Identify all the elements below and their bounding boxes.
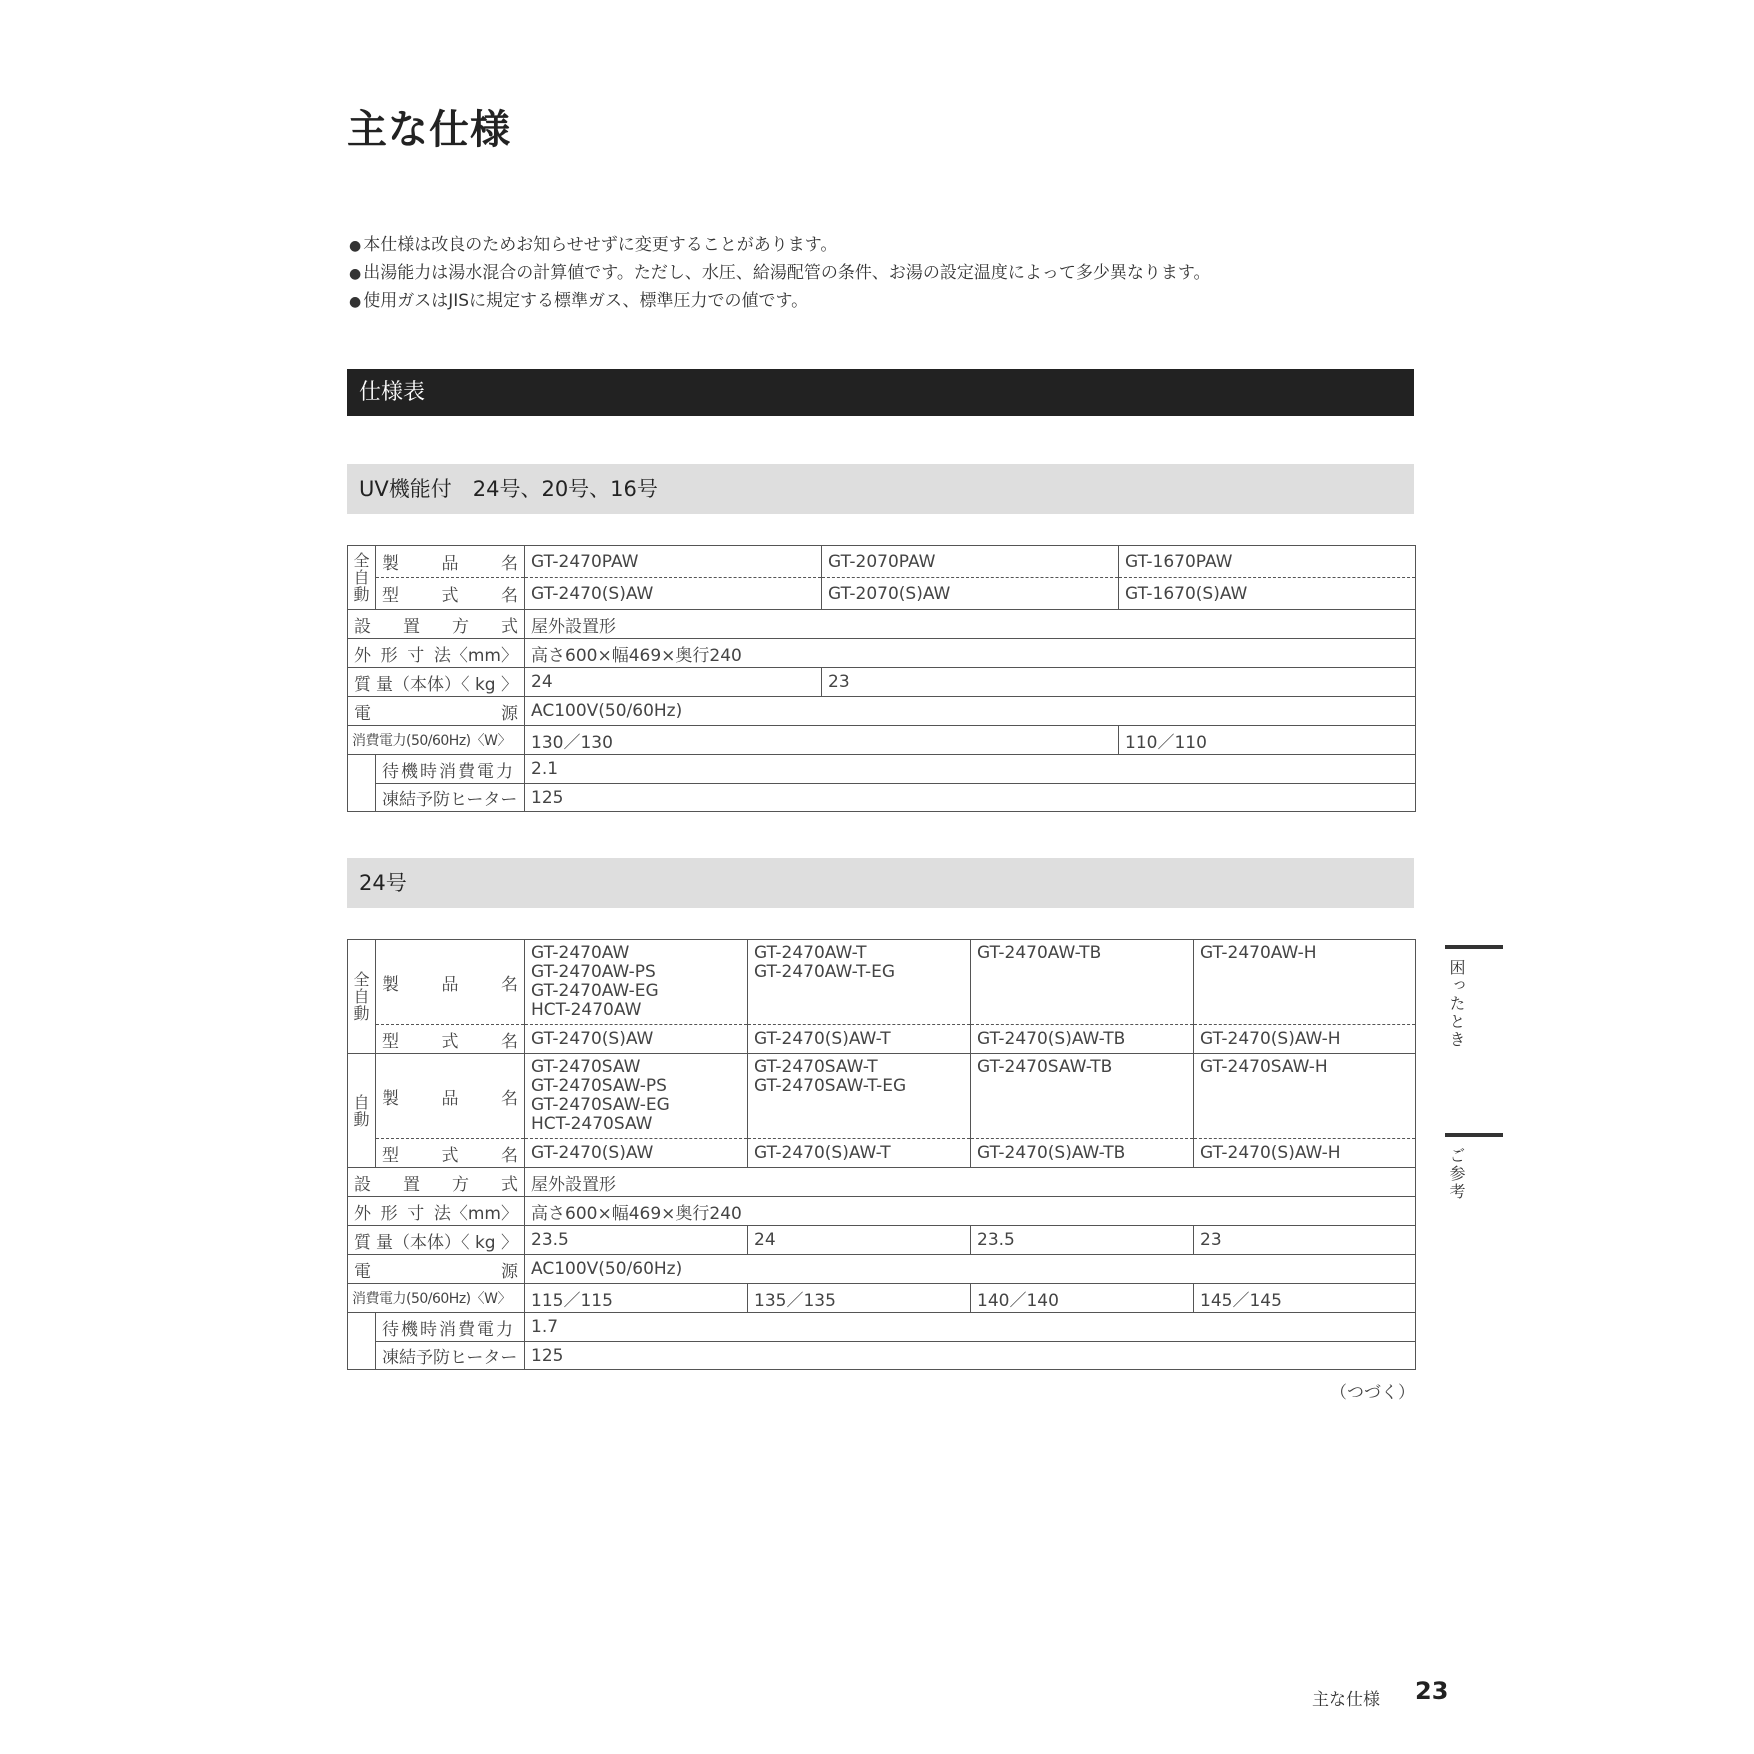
indent-spacer [348, 1313, 376, 1342]
standby-label: 待機時消費電力 [376, 1313, 525, 1342]
notes-list [349, 232, 1211, 316]
product-name-cell: GT-2470SAW GT-2470SAW-PS GT-2470SAW-EG HCT-2470SAW [525, 1054, 748, 1139]
model-cell: GT-2470(S)AW-TB [971, 1139, 1194, 1168]
table-row [348, 639, 1416, 668]
consumption-cell: 145／145 [1194, 1284, 1416, 1313]
table-row [348, 668, 1416, 697]
note-item [349, 260, 1211, 288]
consumption-cell: 135／135 [748, 1284, 971, 1313]
model-cell: GT-2470(S)AW [525, 1025, 748, 1054]
spec-table-24 [347, 939, 1416, 1370]
auto-label: 自動 [348, 1054, 376, 1168]
install-label: 設 置 方 式 [348, 610, 525, 639]
model-cell: GT-2470(S)AW-TB [971, 1025, 1194, 1054]
bullet-icon: ● [349, 294, 362, 310]
full-auto-label: 全自動 [348, 940, 376, 1054]
mass-cell: 23.5 [971, 1226, 1194, 1255]
mass-cell: 24 [748, 1226, 971, 1255]
product-name-cell: GT-2470SAW-TB [971, 1054, 1194, 1139]
table1-heading: UV機能付 24号、20号、16号 [347, 464, 1414, 514]
table-row [348, 940, 1416, 1025]
install-cell: 屋外設置形 [525, 1168, 1416, 1197]
mass-cell: 23 [822, 668, 1416, 697]
table-row [348, 610, 1416, 639]
mass-label: 質 量（本体）〈 kg 〉 [348, 668, 525, 697]
section-heading: 仕様表 [347, 369, 1414, 416]
table-row [348, 755, 1416, 784]
power-label: 電 源 [348, 1255, 525, 1284]
product-name-label: 製 品 名 [376, 940, 525, 1025]
install-cell: 屋外設置形 [525, 610, 1416, 639]
product-name-label: 製 品 名 [376, 546, 525, 578]
model-label: 型 式 名 [376, 1025, 525, 1054]
table-row [348, 1313, 1416, 1342]
consumption-label: 消費電力(50/60Hz)〈W〉 [348, 726, 525, 755]
dims-label: 外 形 寸 法〈mm〉 [348, 639, 525, 668]
power-label: 電 源 [348, 697, 525, 726]
table-row [348, 784, 1416, 812]
side-tab-troubleshooting[interactable] [1445, 945, 1503, 1049]
product-name-label: 製 品 名 [376, 1054, 525, 1139]
consumption-cell: 115／115 [525, 1284, 748, 1313]
mass-label: 質 量（本体）〈 kg 〉 [348, 1226, 525, 1255]
note-item [349, 288, 1211, 316]
product-name-cell: GT-2470AW-H [1194, 940, 1416, 1025]
table-row [348, 1054, 1416, 1139]
freeze-cell: 125 [525, 784, 1416, 812]
side-tab-label: ご参考 [1447, 1147, 1466, 1201]
indent-spacer [348, 1342, 376, 1370]
consumption-label: 消費電力(50/60Hz)〈W〉 [348, 1284, 525, 1313]
note-item [349, 232, 1211, 260]
dims-cell: 高さ600×幅469×奥行240 [525, 639, 1416, 668]
table-row [348, 1197, 1416, 1226]
consumption-cell: 130／130 [525, 726, 1119, 755]
model-cell: GT-2470(S)AW-T [748, 1025, 971, 1054]
table-row [348, 1168, 1416, 1197]
mass-cell: 23.5 [525, 1226, 748, 1255]
table2-heading: 24号 [347, 858, 1414, 908]
dims-cell: 高さ600×幅469×奥行240 [525, 1197, 1416, 1226]
model-cell: GT-2470(S)AW [525, 1139, 748, 1168]
model-label: 型 式 名 [376, 1139, 525, 1168]
side-tab-label: 困ったとき [1447, 959, 1466, 1049]
page-number: 23 [1415, 1677, 1449, 1705]
table-row [348, 726, 1416, 755]
model-cell: GT-1670(S)AW [1119, 578, 1416, 610]
table-row [348, 1025, 1416, 1054]
note-text: 出湯能力は湯水混合の計算値です。ただし、水圧、給湯配管の条件、お湯の設定温度によって多少異なります。 [363, 263, 1211, 283]
product-name-cell: GT-2470SAW-H [1194, 1054, 1416, 1139]
note-text: 本仕様は改良のためお知らせせずに変更することがあります。 [363, 235, 838, 255]
product-name-cell: GT-2470PAW [525, 546, 822, 578]
standby-cell: 1.7 [525, 1313, 1416, 1342]
table-row [348, 1284, 1416, 1313]
continued-note: （つづく） [1330, 1383, 1415, 1403]
table-row [348, 1255, 1416, 1284]
model-cell: GT-2470(S)AW [525, 578, 822, 610]
product-name-cell: GT-2070PAW [822, 546, 1119, 578]
product-name-cell: GT-1670PAW [1119, 546, 1416, 578]
power-cell: AC100V(50/60Hz) [525, 1255, 1416, 1284]
product-name-cell: GT-2470SAW-T GT-2470SAW-T-EG [748, 1054, 971, 1139]
page-title: 主な仕様 [347, 107, 511, 153]
product-name-cell: GT-2470AW GT-2470AW-PS GT-2470AW-EG HCT-2470AW [525, 940, 748, 1025]
consumption-cell: 110／110 [1119, 726, 1416, 755]
product-name-cell: GT-2470AW-T GT-2470AW-T-EG [748, 940, 971, 1025]
freeze-cell: 125 [525, 1342, 1416, 1370]
side-tab-reference[interactable] [1445, 1133, 1503, 1201]
standby-label: 待機時消費電力 [376, 755, 525, 784]
model-cell: GT-2470(S)AW-H [1194, 1025, 1416, 1054]
bullet-icon: ● [349, 238, 362, 254]
indent-spacer [348, 784, 376, 812]
table-row [348, 697, 1416, 726]
model-cell: GT-2470(S)AW-T [748, 1139, 971, 1168]
freeze-label: 凍結予防ヒーター [376, 784, 525, 812]
mass-cell: 23 [1194, 1226, 1416, 1255]
dims-label: 外 形 寸 法〈mm〉 [348, 1197, 525, 1226]
freeze-label: 凍結予防ヒーター [376, 1342, 525, 1370]
table-row [348, 1139, 1416, 1168]
consumption-cell: 140／140 [971, 1284, 1194, 1313]
footer-label: 主な仕様 [1312, 1690, 1380, 1710]
mass-cell: 24 [525, 668, 822, 697]
spec-table-uv [347, 545, 1416, 812]
install-label: 設 置 方 式 [348, 1168, 525, 1197]
power-cell: AC100V(50/60Hz) [525, 697, 1416, 726]
indent-spacer [348, 755, 376, 784]
table-row [348, 1226, 1416, 1255]
bullet-icon: ● [349, 266, 362, 282]
note-text: 使用ガスはJISに規定する標準ガス、標準圧力での値です。 [363, 291, 809, 311]
product-name-cell: GT-2470AW-TB [971, 940, 1194, 1025]
table-row [348, 546, 1416, 578]
table-row [348, 1342, 1416, 1370]
table-row [348, 578, 1416, 610]
model-cell: GT-2070(S)AW [822, 578, 1119, 610]
standby-cell: 2.1 [525, 755, 1416, 784]
model-cell: GT-2470(S)AW-H [1194, 1139, 1416, 1168]
model-label: 型 式 名 [376, 578, 525, 610]
full-auto-label: 全自動 [348, 546, 376, 610]
